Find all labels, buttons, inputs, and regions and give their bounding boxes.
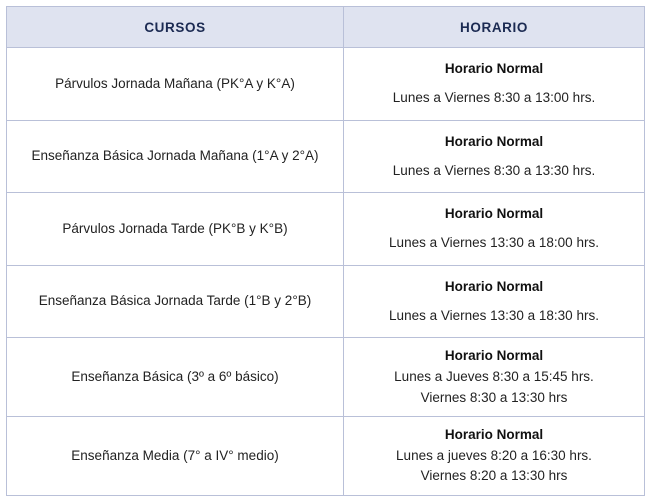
table-row (7, 338, 645, 417)
schedule-cell (344, 48, 645, 121)
schedule-cell (344, 193, 645, 266)
course-cell: Párvulos Jornada Mañana (PK°A y K°A) (7, 48, 344, 121)
table-row (7, 120, 645, 193)
schedule-cell (344, 265, 645, 338)
schedule-line: Lunes a Viernes 8:30 a 13:30 hrs. (392, 162, 596, 178)
table-header-row (7, 7, 645, 48)
schedule-title: Horario Normal (444, 133, 544, 149)
schedule-line: Lunes a Viernes 8:30 a 13:00 hrs. (392, 90, 596, 106)
table-header (7, 7, 645, 48)
schedule-table (6, 6, 645, 496)
course-cell: Enseñanza Básica Jornada Mañana (1°A y 2°A) (7, 120, 344, 193)
schedule-title: Horario Normal (444, 206, 544, 221)
table-body (7, 48, 645, 496)
schedule-cell (344, 416, 645, 495)
table-row (7, 48, 645, 121)
schedule-line: Lunes a jueves 8:20 a 16:30 hrs. (396, 448, 592, 463)
schedule-cell (344, 338, 645, 417)
schedule-title: Horario Normal (444, 61, 544, 76)
schedule-line: Lunes a Viernes 13:30 a 18:00 hrs. (389, 235, 599, 251)
course-cell: Enseñanza Básica Jornada Tarde (1°B y 2°B) (7, 265, 344, 338)
table-row (7, 193, 645, 266)
schedule-line: Viernes 8:30 a 13:30 hrs (420, 389, 568, 405)
schedule-line: Lunes a Jueves 8:30 a 15:45 hrs. (394, 369, 594, 385)
course-cell: Enseñanza Media (7° a IV° medio) (7, 416, 344, 495)
schedule-title: Horario Normal (444, 278, 544, 294)
schedule-title: Horario Normal (444, 348, 544, 363)
course-cell: Enseñanza Básica (3º a 6º básico) (7, 338, 344, 417)
schedule-title: Horario Normal (444, 426, 544, 442)
column-header-courses: CURSOS (7, 7, 344, 48)
table-row (7, 416, 645, 495)
column-header-schedule: HORARIO (344, 7, 645, 48)
schedule-line: Lunes a Viernes 13:30 a 18:30 hrs. (389, 307, 599, 323)
schedule-line: Viernes 8:20 a 13:30 hrs (420, 468, 568, 484)
table-row (7, 265, 645, 338)
schedule-cell (344, 120, 645, 193)
course-cell: Párvulos Jornada Tarde (PK°B y K°B) (7, 193, 344, 266)
